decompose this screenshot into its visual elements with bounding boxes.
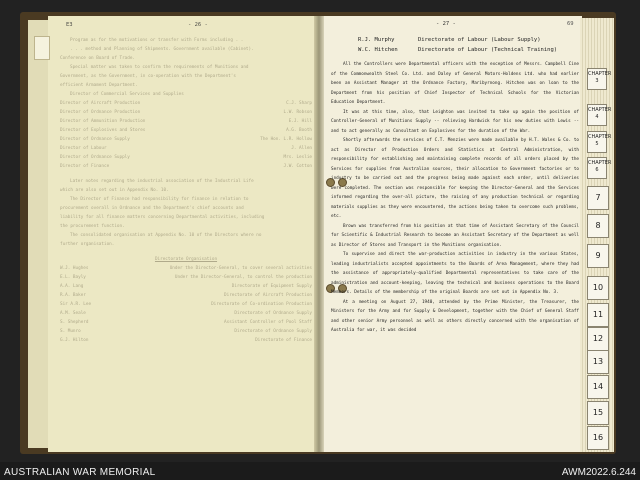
left-row-role: Directorate of Equipment Supply — [231, 284, 312, 289]
left-row-name: R.A. Baker — [60, 293, 86, 298]
left-row — [60, 162, 312, 171]
paragraph: Brown was transferred from his position at that time of Assistant Secretary of the Council for Scientific & Industrial Research to become an Assistant Secretary of the Department as well as Director of Stores and Transport in the Munitions organisation. — [331, 223, 579, 248]
left-row-role: Director of Ordnance Supply — [60, 155, 130, 160]
left-line: Conference on Board of Trade. — [60, 56, 136, 61]
index-tab-8[interactable]: 8 — [587, 214, 609, 238]
left-line: further organisation. — [60, 242, 115, 247]
left-row-name: Mrs. Leslie — [283, 155, 312, 160]
left-line: Program as for the motivations or transfer with Forms including . . — [70, 38, 244, 43]
left-line: . . . method and Planning of Shipments. Government available (Cabinet). — [70, 47, 254, 52]
left-row — [60, 309, 312, 318]
paragraph: It was at this time, also, that Leighton was invited to take up again the position of Controller-General of Munitions Supply -- relieving Hardwick for his new duties with Lewis -- and to act generally as Consultant on Explosives for the duration of the War. — [331, 109, 579, 134]
left-row-role: Under the Director-General, to cover several activities — [169, 266, 312, 271]
left-row — [60, 327, 312, 336]
left-row-name: E.L. Bayly — [60, 275, 86, 280]
index-tab-13[interactable]: 13 — [587, 350, 609, 374]
left-line: Director of Commercial Services and Supplies — [70, 92, 184, 97]
left-row — [60, 291, 312, 300]
left-corner-mark: E3 — [66, 22, 73, 28]
left-row-role: Directorate of Co-ordination Production — [211, 302, 312, 307]
index-tab-12[interactable]: 12 — [587, 327, 609, 351]
left-row-name: J.W. Cotton — [283, 164, 312, 169]
left-row-name: The Hon. L.R. Hollow — [260, 137, 312, 142]
heading-role: Directorate of Labour (Technical Training) — [418, 47, 558, 53]
heading-name: R.J. Murphy — [358, 37, 395, 43]
left-row — [60, 336, 312, 345]
index-tab-15[interactable]: 15 — [587, 401, 609, 425]
left-row — [60, 264, 312, 273]
index-tab-9[interactable]: 9 — [587, 244, 609, 268]
index-tab-10[interactable]: 10 — [587, 276, 609, 300]
left-row-name: E.J. Hill — [288, 119, 312, 124]
left-row-name: S. Shepherd — [60, 320, 89, 325]
left-row-role: Under the Director-General, to control the production — [174, 275, 312, 280]
left-line: procurement overall in Ordnance and the Department's chief accounts and — [60, 206, 244, 211]
left-row-role: Directorate of Ordnance Supply — [234, 311, 312, 316]
left-row-role: Assistant Controller of Pool Staff — [224, 320, 312, 325]
left-line: The Director of Finance had responsibility for finance in relation to — [70, 197, 249, 202]
left-row — [60, 117, 312, 126]
index-tab-chapter-4[interactable]: CHAPTER 4 — [587, 104, 607, 126]
left-line: which are also set out in Appendix No. 10. — [60, 188, 169, 193]
index-tab-chapter-5[interactable]: CHAPTER 5 — [587, 131, 607, 153]
left-row — [60, 300, 312, 309]
left-line: The consolidated organisation at Appendix No. 10 of the Directors where no — [70, 233, 262, 238]
left-row-name: G.J. Hilton — [60, 338, 89, 343]
left-line: liability for all finance matters concerning Departmental activities, including — [60, 215, 265, 220]
left-subheading: Directorate Organisation — [154, 257, 218, 262]
index-tab-16[interactable]: 16 — [587, 426, 609, 450]
index-tab-14[interactable]: 14 — [587, 375, 609, 399]
heading-name: W.C. Hitchen — [358, 47, 398, 53]
left-row-role: Director of Explosives and Stores — [60, 128, 146, 133]
left-row — [60, 273, 312, 282]
left-row — [60, 144, 312, 153]
left-row-name: S. Munro — [60, 329, 81, 334]
left-row-role: Director of Ordnance Production — [60, 110, 141, 115]
left-row-name: A.M. Seale — [60, 311, 86, 316]
book-gutter — [314, 16, 324, 452]
paragraph: Shortly afterwards the services of C.T. Menzies were made available by H.T. Wales & Co. to act as Director of Production Orders and Statistics at Central Administration, with responsibility for establishing and maintaining complete records of all orders placed by the Services for supplies from Australian sources, their allocation to Government factories or to industry to be carried out and the progress being made against each order, until deliveries were completed. The section was responsible for keeping the Director-General and the Services informed regarding the over-all picture, the raising of any production technical or regarding materials supplies as they were encountered, the actions being taken to overcome such problems, etc. — [331, 138, 579, 219]
index-tab-chapter-3[interactable]: CHAPTER 3 — [587, 68, 607, 90]
left-row-name: J. Allen — [291, 146, 312, 151]
left-row-name: Sir A.R. Lee — [60, 302, 92, 307]
left-row-role: Directorate of Finance — [255, 338, 312, 343]
index-tab-11[interactable]: 11 — [587, 303, 609, 327]
right-page-number: - 27 - — [436, 21, 456, 27]
left-row-role: Directorate of Aircraft Production — [224, 293, 312, 298]
ruler-clip — [34, 36, 50, 60]
left-row — [60, 99, 312, 108]
left-row-name: A.G. Booth — [286, 128, 312, 133]
paragraph: At a meeting on August 27, 1940, attended by the Prime Minister, the Treasurer, the Ministers for the Army and for Supply & Development, together with the Chief of General Staff and other senior Army personnel as well as others directly concerned with the organisation of Australia for war, it was decided — [331, 299, 579, 333]
left-page-number: - 26 - — [188, 22, 208, 28]
institution-credit: AUSTRALIAN WAR MEMORIAL — [4, 467, 156, 478]
left-row — [60, 318, 312, 327]
left-row-name: C.J. Sharp — [286, 101, 312, 106]
left-row — [60, 108, 312, 117]
index-tab-chapter-6[interactable]: CHAPTER 6 — [587, 157, 607, 179]
paragraph: All the Controllers were Departmental officers with the exception of Messrs. Campbell Cine of the Commonwealth Steel Co. Ltd. and Daley of General Motors-Holdens Ltd. who had earlier been an Assistant Manager at the Ordnance Factory, Maribyrnong. Hitchen was on loan to the Department from his position of Chief Inspector of Technical Schools for the Victorian Education Department. — [331, 62, 579, 105]
heading-role: Directorate of Labour (Labour Supply) — [418, 37, 541, 43]
left-row — [60, 153, 312, 162]
right-folio-number: 69 — [567, 21, 574, 27]
left-row-role: Director of Ordnance Supply — [60, 137, 130, 142]
left-line: efficient Armament Department. — [60, 83, 138, 88]
left-line: Special matter was taken to confirm the requirements of Munitions and — [70, 65, 249, 70]
right-page-body — [331, 60, 579, 336]
left-row-role: Director of Ammunition Production — [60, 119, 146, 124]
left-row-role: Director of Labour — [60, 146, 107, 151]
left-row — [60, 282, 312, 291]
left-row-role: Directorate of Ordnance Supply — [234, 329, 312, 334]
left-line: Government, as the Government, in co-operation with the Department's — [60, 74, 236, 79]
left-row — [60, 135, 312, 144]
left-row-role: Director of Aircraft Production — [60, 101, 141, 106]
left-line: Later notes regarding the industrial association of the Industrial Life — [70, 179, 254, 184]
accession-number: AWM2022.6.244 — [561, 467, 636, 478]
left-line: the procurement function. — [60, 224, 125, 229]
left-page-text — [60, 36, 312, 345]
left-row-name: L.W. Robson — [283, 110, 312, 115]
left-row-name: W.J. Hughes — [60, 266, 89, 271]
index-tab-7[interactable]: 7 — [587, 186, 609, 210]
paragraph: To supervise and direct the war-production activities in industry in the various States, leading industrialists accepted appointments to the Boards of Area Management, where they had the assistance of appropriately-qualified Departmental representatives to take care of the administration and account-keeping, leaving the technical and business operations to the Board Members. Details of the membership of the original Boards are set out in Appendix No. 3. — [331, 252, 579, 295]
left-row-role: Director of Finance — [60, 164, 110, 169]
left-row — [60, 126, 312, 135]
left-row-name: A.A. Lang — [60, 284, 84, 289]
